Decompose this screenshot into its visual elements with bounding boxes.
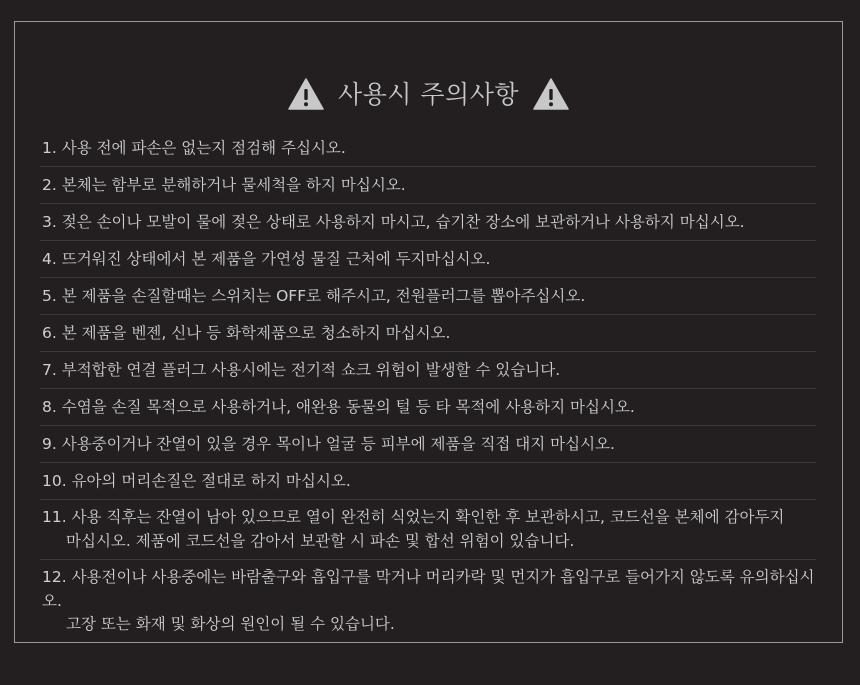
item-text: 11. 사용 직후는 잔열이 남아 있으므로 열이 완전히 식었는지 확인한 후 보관하시고, 코드선을 본체에 감아두지 bbox=[42, 508, 785, 526]
item-text: 5. 본 제품을 손질할때는 스위치는 OFF로 해주시고, 전원플러그를 뽑아주십시오. bbox=[42, 287, 586, 305]
page-title: 사용시 주의사항 bbox=[338, 79, 519, 109]
list-item bbox=[40, 500, 816, 560]
caution-list bbox=[40, 130, 816, 643]
item-text: 8. 수염을 손질 목적으로 사용하거나, 애완용 동물의 털 등 타 목적에 사용하지 마십시오. bbox=[42, 398, 635, 416]
item-text: 12. 사용전이나 사용중에는 바람출구와 흡입구를 막거나 머리카락 및 먼지가 흡입구로 들어가지 않도록 유의하십시오. bbox=[42, 568, 815, 610]
list-item bbox=[40, 426, 816, 463]
item-text: 9. 사용중이거나 잔열이 있을 경우 목이나 얼굴 등 피부에 제품을 직접 대지 마십시오. bbox=[42, 435, 615, 453]
warning-icon bbox=[288, 78, 324, 110]
item-text: 3. 젖은 손이나 모발이 물에 젖은 상태로 사용하지 마시고, 습기찬 장소에 보관하거나 사용하지 마십시오. bbox=[42, 213, 745, 231]
caution-panel bbox=[14, 21, 843, 643]
item-text-continuation: 고장 또는 화재 및 화상의 원인이 될 수 있습니다. bbox=[66, 615, 395, 633]
list-item bbox=[40, 167, 816, 204]
list-item bbox=[40, 130, 816, 167]
item-text: 10. 유아의 머리손질은 절대로 하지 마십시오. bbox=[42, 472, 351, 490]
list-item bbox=[40, 315, 816, 352]
list-item bbox=[40, 204, 816, 241]
warning-icon bbox=[533, 78, 569, 110]
title-row bbox=[15, 74, 842, 114]
item-text: 6. 본 제품을 벤젠, 신나 등 화학제품으로 청소하지 마십시오. bbox=[42, 324, 451, 342]
item-text: 7. 부적합한 연결 플러그 사용시에는 전기적 쇼크 위험이 발생할 수 있습니다. bbox=[42, 361, 561, 379]
item-text-continuation: 마십시오. 제품에 코드선을 감아서 보관할 시 파손 및 합선 위험이 있습니다. bbox=[66, 531, 575, 550]
list-item bbox=[40, 389, 816, 426]
list-item bbox=[40, 560, 816, 643]
list-item bbox=[40, 463, 816, 500]
item-text: 2. 본체는 함부로 분해하거나 물세척을 하지 마십시오. bbox=[42, 176, 406, 194]
item-text: 4. 뜨거워진 상태에서 본 제품을 가연성 물질 근처에 두지마십시오. bbox=[42, 250, 491, 268]
list-item bbox=[40, 241, 816, 278]
list-item bbox=[40, 352, 816, 389]
item-text: 1. 사용 전에 파손은 없는지 점검해 주십시오. bbox=[42, 139, 346, 157]
list-item bbox=[40, 278, 816, 315]
